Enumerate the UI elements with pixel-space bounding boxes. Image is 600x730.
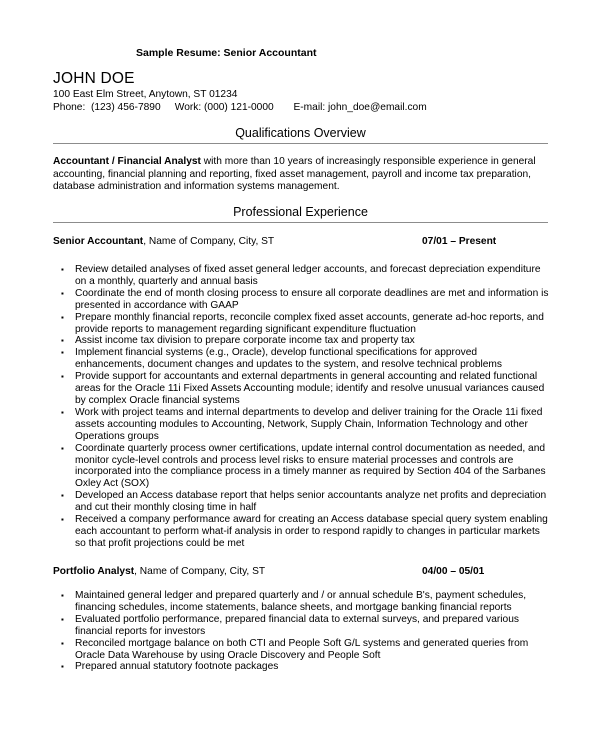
job-dates: 07/01 – Present (422, 236, 497, 247)
bullet-icon: ▪ (61, 372, 64, 382)
bullet-text: Prepare monthly financial reports, reconcile complex fixed asset accounts, generate ad-hoc reports, and provide reports to management regarding significant expenditure fluctuation (75, 311, 544, 335)
candidate-address: 100 East Elm Street, Anytown, ST 01234 (53, 89, 238, 100)
bullet-icon: ▪ (61, 515, 64, 525)
qualifications-text: with more than 10 years of increasingly responsible experience in general accounting, financial planning and reporting, fixed asset management, payroll and income tax preparation, database administration and information systems management. (53, 156, 536, 193)
bullet-text: Prepared annual statutory footnote packages (75, 661, 279, 673)
list-item (61, 514, 549, 550)
list-item (61, 590, 549, 614)
list-item (61, 335, 549, 347)
bullet-text: Provide support for accountants and external departments in general accounting and related functional areas for the Oracle 11i Fixed Assets Accounting module; identify and resolve unusual variances caused by complex Oracle financial systems (75, 371, 545, 406)
list-item (61, 638, 549, 662)
bullet-icon: ▪ (61, 348, 64, 358)
bullet-icon: ▪ (61, 288, 64, 298)
list-item (61, 264, 549, 288)
list-item (61, 443, 549, 491)
list-item (61, 661, 549, 673)
qualifications-lead: Accountant / Financial Analyst (53, 156, 201, 167)
document-title: Sample Resume: Senior Accountant (136, 47, 317, 59)
experience-divider (53, 222, 548, 223)
list-item (61, 490, 549, 514)
list-item (61, 371, 549, 407)
list-item (61, 614, 549, 638)
qualifications-summary (53, 156, 553, 194)
list-item (61, 347, 549, 371)
job-company: , Name of Company, City, ST (143, 236, 275, 247)
bullet-icon: ▪ (61, 443, 64, 453)
bullet-text: Coordinate quarterly process owner certifications, update internal control documentation as needed, and monitor cycle-level controls and process level risks to ensure material processes and controls are incorporated into the compliance process in a timely manner as required by Section 404 of the Sarbanes Oxley Act (SOX) (75, 442, 546, 490)
bullet-icon: ▪ (61, 407, 64, 417)
job-dates: 04/00 – 05/01 (422, 566, 485, 577)
qualifications-divider (53, 143, 548, 144)
bullet-icon: ▪ (61, 491, 64, 501)
list-item (61, 288, 549, 312)
bullet-icon: ▪ (61, 312, 64, 322)
bullet-icon: ▪ (61, 662, 64, 672)
job-title: Senior Accountant (53, 236, 144, 247)
bullet-icon: ▪ (61, 614, 64, 624)
job-company: , Name of Company, City, ST (134, 566, 266, 577)
list-item (61, 407, 549, 443)
bullet-text: Evaluated portfolio performance, prepared financial data to external surveys, and prepared various financial reports for investors (75, 613, 519, 637)
bullet-text: Assist income tax division to prepare corporate income tax and property tax (75, 335, 415, 347)
bullet-text: Maintained general ledger and prepared quarterly and / or annual schedule B's, payment schedules, financing schedules, income statements, balance sheets, and mortgage banking financial reports (75, 590, 527, 613)
qualifications-heading: Qualifications Overview (235, 126, 366, 140)
job-bullets (61, 264, 549, 550)
bullet-text: Received a company performance award for creating an Access database special query system enabling each accountant to perform what-if analysis in order to respond rapidly to changes in particular markets so that profit projections could be met (75, 514, 548, 549)
bullet-icon: ▪ (61, 265, 64, 274)
bullet-text: Reconciled mortgage balance on both CTI and People Soft G/L systems and generated queries from Oracle Data Warehouse by using Oracle Discovery and People Soft (75, 637, 529, 661)
bullet-icon: ▪ (61, 638, 64, 648)
experience-heading: Professional Experience (233, 205, 368, 219)
job-title: Portfolio Analyst (53, 566, 135, 577)
bullet-icon: ▪ (61, 336, 64, 346)
list-item (61, 312, 549, 336)
bullet-text: Implement financial systems (e.g., Oracle), develop functional specifications for approved enhancements, document changes and updates to the system, and resolve technical problems (75, 347, 502, 371)
candidate-name: JOHN DOE (53, 70, 135, 87)
bullet-text: Work with project teams and internal departments to develop and deliver training for the Oracle 11i fixed assets accounting modules to Accounting, Network, Supply Chain, Information Technology and other Operations groups (75, 406, 543, 442)
bullet-text: Developed an Access database report that helps senior accountants analyze net profits and depreciation and cut their monthly closing time in half (75, 490, 547, 514)
candidate-contact: Phone: (123) 456-7890 Work: (000) 121-0000 E-mail: john_doe@email.com (53, 102, 427, 113)
bullet-icon: ▪ (61, 591, 64, 600)
job-bullets (61, 590, 549, 673)
bullet-text: Review detailed analyses of fixed asset general ledger accounts, and forecast depreciation expenditure on a monthly, quarterly and annual basis (75, 264, 541, 287)
bullet-text: Coordinate the end of month closing process to ensure all corporate deadlines are met and information is presented in accordance with GAAP (75, 287, 549, 311)
